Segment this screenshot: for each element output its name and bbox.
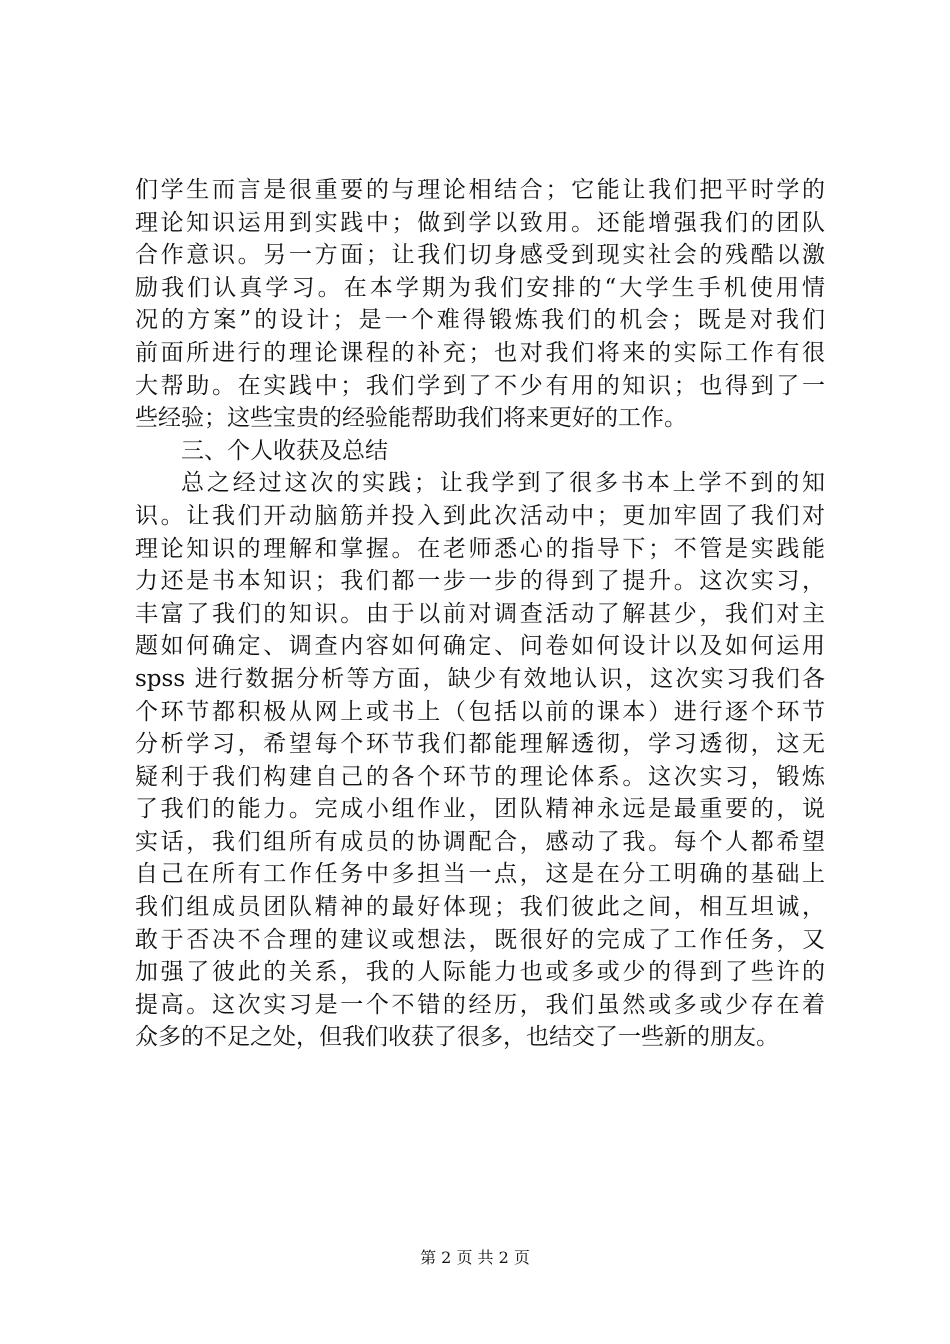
text-line: 了我们的能力。完成小组作业，团队精神永远是最重要的，说 bbox=[135, 796, 825, 823]
text-line: 理论知识的理解和掌握。在老师悉心的指导下；不管是实践能 bbox=[135, 535, 825, 562]
page-footer bbox=[0, 1245, 950, 1268]
text-line: 总之经过这次的实践；让我学到了很多书本上学不到的知 bbox=[181, 470, 825, 497]
text-line: 大帮助。在实践中；我们学到了不少有用的知识；也得到了一 bbox=[135, 372, 825, 399]
text-line: 实话，我们组所有成员的协调配合，感动了我。每个人都希望 bbox=[135, 828, 825, 855]
document-body bbox=[135, 174, 825, 1054]
text-line: 疑利于我们构建自己的各个环节的理论体系。这次实习，锻炼 bbox=[135, 763, 825, 790]
text-line: 个环节都积极从网上或书上（包括以前的课本）进行逐个环节 bbox=[135, 698, 825, 725]
text-line: 我们组成员团队精神的最好体现；我们彼此之间，相互坦诚， bbox=[135, 894, 825, 921]
text-line: 理论知识运用到实践中；做到学以致用。还能增强我们的团队 bbox=[135, 209, 825, 236]
text-line: 们学生而言是很重要的与理论相结合；它能让我们把平时学的 bbox=[135, 177, 825, 203]
text-line: 分析学习，希望每个环节我们都能理解透彻，学习透彻，这无 bbox=[135, 731, 825, 758]
page-number: 第 2 页 共 2 页 bbox=[420, 1248, 530, 1267]
text-line: 提高。这次实习是一个不错的经历，我们虽然或多或少存在着 bbox=[135, 991, 825, 1018]
text-line: 励我们认真学习。在本学期为我们安排的“大学生手机使用情 bbox=[135, 274, 825, 301]
text-line: 力还是书本知识；我们都一步一步的得到了提升。这次实习， bbox=[135, 568, 825, 595]
text-line: 题如何确定、调查内容如何确定、问卷如何设计以及如何运用 bbox=[135, 633, 825, 660]
paragraph-summary bbox=[135, 467, 825, 1054]
text-line: spss 进行数据分析等方面，缺少有效地认识，这次实习我们各 bbox=[135, 665, 825, 692]
text-line: 合作意识。另一方面；让我们切身感受到现实社会的残酷以激 bbox=[135, 242, 825, 269]
section-heading: 三、个人收获及总结 bbox=[181, 437, 388, 464]
text-line: 识。让我们开动脑筋并投入到此次活动中；更加牢固了我们对 bbox=[135, 502, 825, 529]
text-line: 些经验；这些宝贵的经验能帮助我们将来更好的工作。 bbox=[135, 405, 687, 432]
text-line: 自己在所有工作任务中多担当一点，这是在分工明确的基础上 bbox=[135, 861, 825, 888]
text-line: 前面所进行的理论课程的补充；也对我们将来的实际工作有很 bbox=[135, 339, 825, 366]
text-line: 众多的不足之处，但我们收获了很多，也结交了一些新的朋友。 bbox=[135, 1024, 779, 1051]
paragraph-continuation bbox=[135, 174, 825, 435]
text-line: 加强了彼此的关系，我的人际能力也或多或少的得到了些许的 bbox=[135, 959, 825, 986]
text-line: 敢于否决不合理的建议或想法，既很好的完成了工作任务，又 bbox=[135, 926, 825, 953]
text-line: 丰富了我们的知识。由于以前对调查活动了解甚少，我们对主 bbox=[135, 600, 825, 627]
text-line: 况的方案”的设计；是一个难得锻炼我们的机会；既是对我们 bbox=[135, 307, 825, 334]
